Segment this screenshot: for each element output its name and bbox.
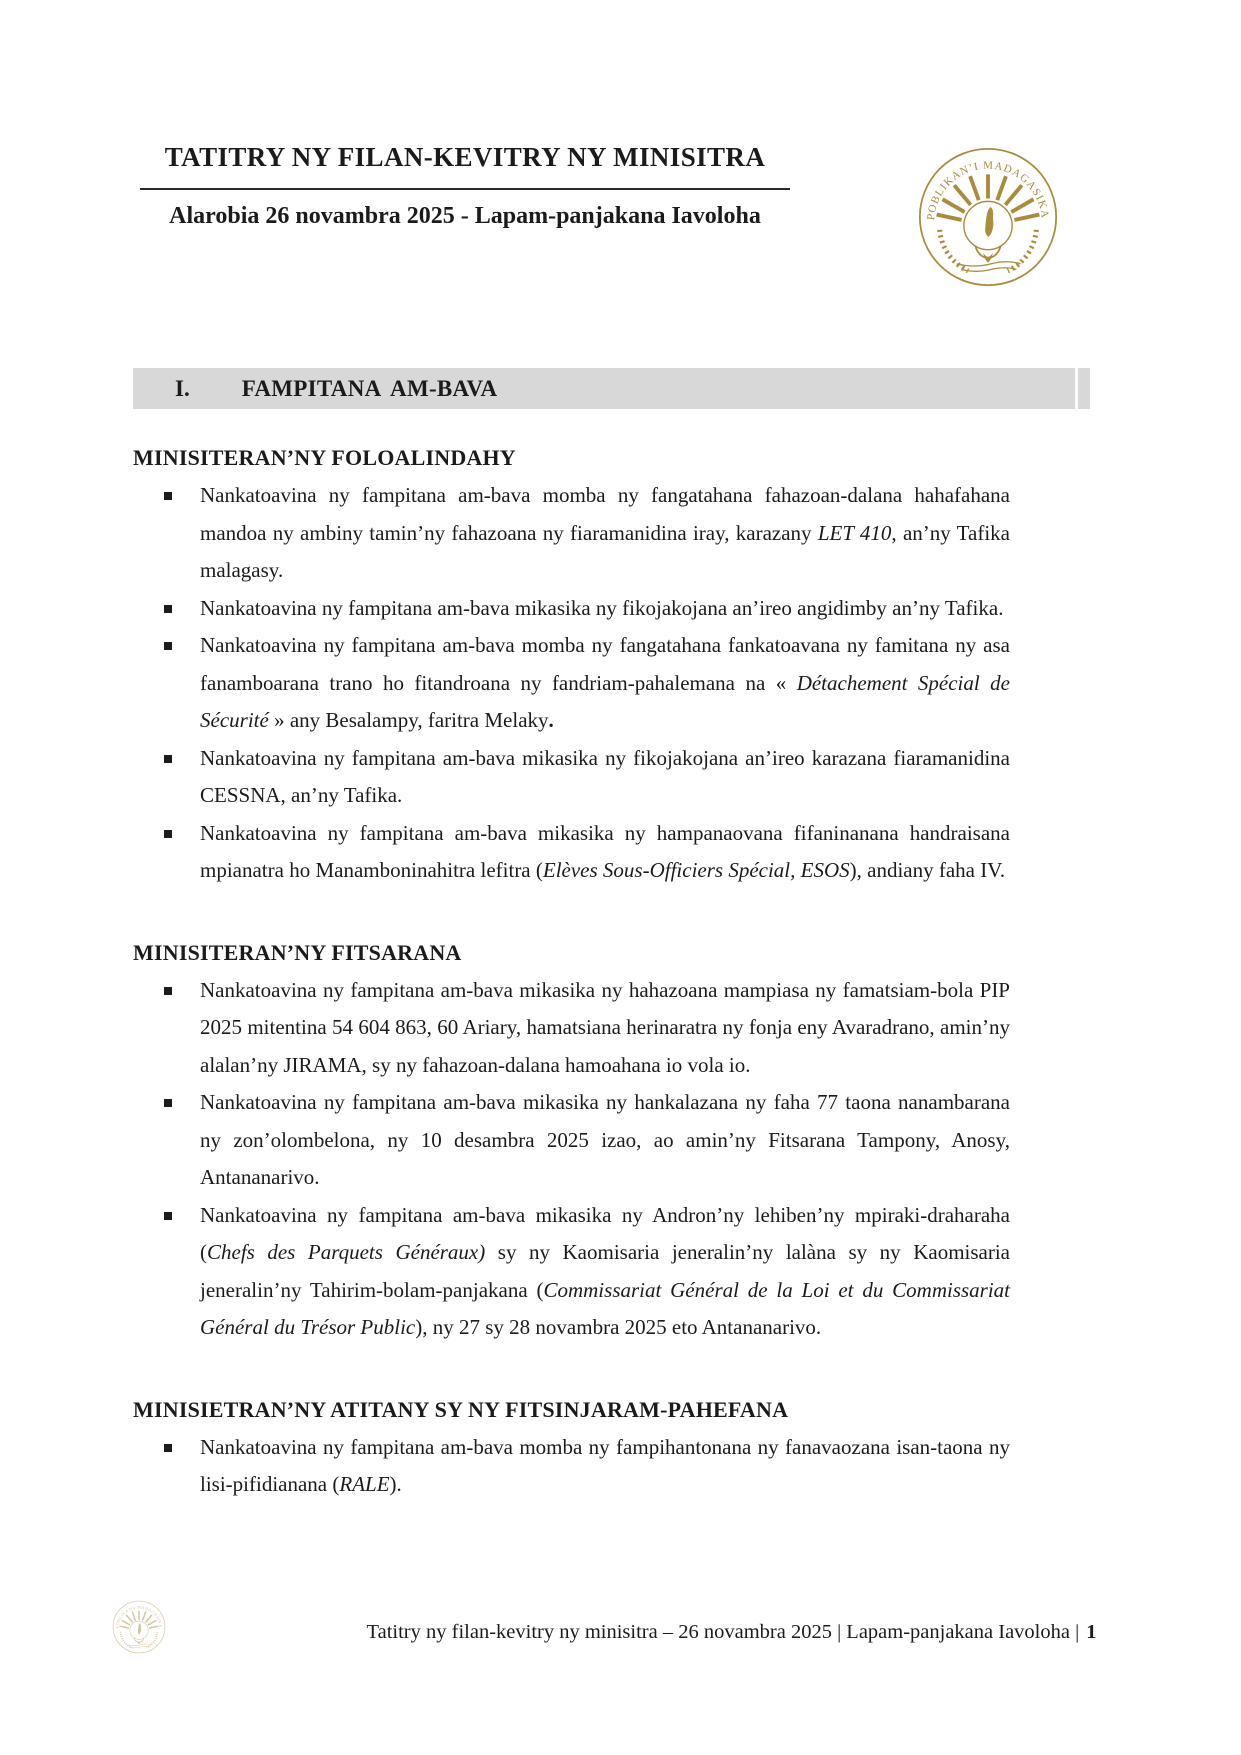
document-header bbox=[140, 142, 790, 230]
document-body bbox=[133, 409, 1010, 1504]
bullet-item: Nankatoavina ny fampitana am-bava mikasika ny Andron’ny lehiben’ny mpiraki-draharaha (Chefs des Parquets Généraux) sy ny Kaomisaria jeneralin’ny lalàna sy ny Kaomisaria jeneralin’ny Tahirim-bolam-panjakana (Commissariat Général de la Loi et du Commissariat Général du Trésor Public), ny 27 sy 28 novambra 2025 eto Antananarivo. bbox=[133, 1197, 1010, 1347]
bullet-item: Nankatoavina ny fampitana am-bava mikasika ny fikojakojana an’ireo karazana fiaramanidina CESSNA, an’ny Tafika. bbox=[133, 740, 1010, 815]
bullet-item: Nankatoavina ny fampitana am-bava momba ny fangatahana fankatoavana ny famitana ny asa fanamboarana trano ho fitandroana ny fandriam-pahalemana na « Détachement Spécial de Sécurité » any Besalampy, faritra Melaky. bbox=[133, 627, 1010, 740]
footer-caption: Tatitry ny filan-kevitry ny minisitra – 26 novambra 2025 | Lapam-panjakana Iavoloha | bbox=[366, 1621, 1080, 1643]
ministry-heading-fitsarana: MINISITERAN’NY FITSARANA bbox=[133, 939, 462, 965]
bullet-item: Nankatoavina ny fampitana am-bava mikasika ny fikojakojana an’ireo angidimby an’ny Tafika. bbox=[133, 590, 1010, 628]
document-title: TATITRY NY FILAN-KEVITRY NY MINISITRA bbox=[164, 142, 766, 172]
footer-text bbox=[222, 1619, 1241, 1646]
footer-seal-icon bbox=[112, 1600, 166, 1654]
madagascar-seal-icon bbox=[917, 146, 1059, 288]
bullet-list-foloalindahy bbox=[133, 477, 1010, 890]
ministry-heading-foloalindahy: MINISITERAN’NY FOLOALINDAHY bbox=[133, 445, 516, 470]
ministry-heading-atitany: MINISIETRAN’NY ATITANY SY NY FITSINJARAM-PAHEFANA bbox=[133, 1396, 789, 1422]
bullet-item: Nankatoavina ny fampitana am-bava momba ny fangatahana fahazoan-dalana hahafahana mandoa ny ambiny tamin’ny fahazoana ny fiaramanidina iray, karazany LET 410, an’ny Tafika malagasy. bbox=[133, 477, 1010, 590]
document-subtitle: Alarobia 26 novambra 2025 - Lapam-panjakana Iavoloha bbox=[169, 203, 761, 229]
bullet-list-fitsarana bbox=[133, 972, 1010, 1347]
bullet-item: Nankatoavina ny fampitana am-bava mikasika ny hankalazana ny faha 77 taona nanambarana ny zon’olombelona, ny 10 desambra 2025 izao, ao amin’ny Fitsarana Tampony, Anosy, Antananarivo. bbox=[133, 1084, 1010, 1197]
bullet-item: Nankatoavina ny fampitana am-bava mikasika ny hahazoana mampiasa ny famatsiam-bola PIP 2025 mitentina 54 604 863, 60 Ariary, hamatsiana herinaratra ny fonja eny Avaradrano, amin’ny alalan’ny JIRAMA, sy ny fahazoan-dalana hamoahana io vola io. bbox=[133, 972, 1010, 1085]
title-divider bbox=[140, 188, 790, 190]
section-bar bbox=[133, 368, 1090, 409]
bullet-list-atitany bbox=[133, 1429, 1010, 1504]
bullet-item: Nankatoavina ny fampitana am-bava mikasika ny hampanaovana fifaninanana handraisana mpianatra ho Manamboninahitra lefitra (Elèves Sous-Officiers Spécial, ESOS), andiany faha IV. bbox=[133, 815, 1010, 890]
bullet-item: Nankatoavina ny fampitana am-bava momba ny fampihantonana ny fanavaozana isan-taona ny lisi-pifidianana (RALE). bbox=[133, 1429, 1010, 1504]
section-title: FAMPITANA AM-BAVA bbox=[241, 376, 498, 401]
section-numeral: I. bbox=[175, 376, 190, 401]
page-number: 1 bbox=[1086, 1621, 1097, 1643]
